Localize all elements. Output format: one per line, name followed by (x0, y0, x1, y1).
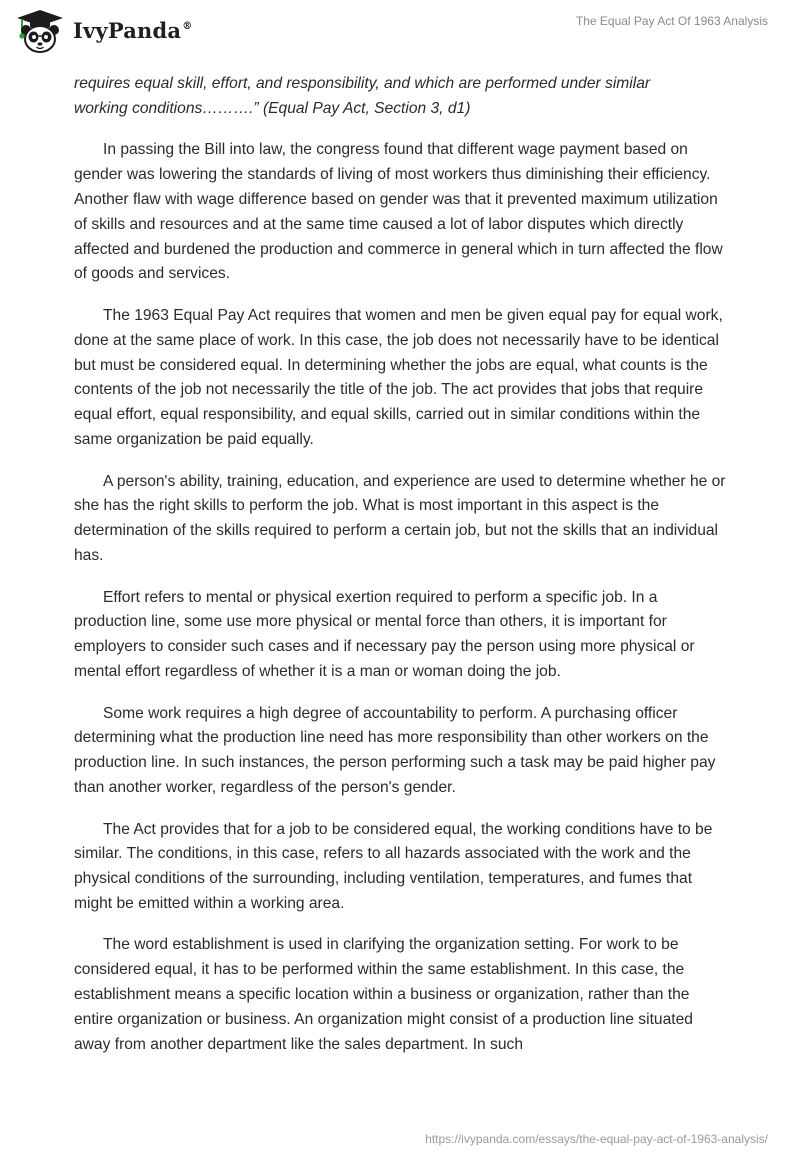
quote-citation: (Equal Pay Act, Section 3, d1) (262, 99, 471, 117)
paragraph: The Act provides that for a job to be considered equal, the working conditions have to be similar. The conditions, in this case, refers to all hazards associated with the work and the physical conditions of the surrounding, including ventilation, temperatures, and fumes that might be emitted within a working area. (74, 820, 713, 912)
essay-body (74, 72, 726, 1074)
brand-logo[interactable] (14, 8, 192, 54)
panda-graduate-icon (14, 8, 66, 54)
registered-mark: ® (182, 20, 193, 32)
paragraph: The word establishment is used in clarifying the organization setting. For work to be considered equal, it has to be performed within the same establishment. In this case, the establishment means a specific location within a business or organization, rather than the entire organization or business. An organization might consist of a production line situated away from another department like the sales department. In such (74, 936, 693, 1053)
source-url-link[interactable]: https://ivypanda.com/essays/the-equal-pay-act-of-1963-analysis/ (425, 1132, 768, 1146)
quote-line-1: requires equal skill, effort, and responsibility, and which are performed under similar (74, 75, 651, 92)
document-title: The Equal Pay Act Of 1963 Analysis (575, 14, 768, 28)
quote-line-2: working conditions……….” (74, 99, 259, 117)
paragraph: Some work requires a high degree of accountability to perform. A purchasing officer determining what the production line need has more responsibility than other workers on the production line. In such instances, the person performing such a task may be paid higher pay than another worker, regardless of the person's gender. (74, 704, 716, 796)
page-header (0, 0, 800, 64)
brand-name: IvyPanda® (73, 17, 193, 43)
paragraph: The 1963 Equal Pay Act requires that women and men be given equal pay for equal work, done at the same place of work. In this case, the job does not necessarily have to be identical but must be considered equal. In determining whether the jobs are equal, what counts is the contents of the job not necessarily the title of the job. The act provides that jobs that require equal effort, equal responsibility, and equal skills, carried out in similar conditions within the same organization be paid equally. (74, 306, 723, 448)
paragraph: In passing the Bill into law, the congress found that different wage payment based on gender was lowering the standards of living of most workers thus diminishing their efficiency. Another flaw with wage difference based on gender was that it prevented maximum utilization of skills and resources and at the same time caused a lot of labor disputes which directly affected and burdened the production and commerce in general which in turn affected the flow of goods and services. (74, 141, 723, 283)
paragraph: Effort refers to mental or physical exertion required to perform a specific job. In a production line, some use more physical or mental force than others, it is important for employers to consider such cases and if necessary pay the person using more physical or mental effort regardless of whether it is a man or woman doing the job. (74, 588, 695, 680)
paragraph: A person's ability, training, education, and experience are used to determine whether he or she has the right skills to perform the job. What is most important in this aspect is the determination of the skills required to perform a certain job, but not the skills that an individual has. (74, 472, 726, 564)
quote-continuation (74, 72, 726, 122)
